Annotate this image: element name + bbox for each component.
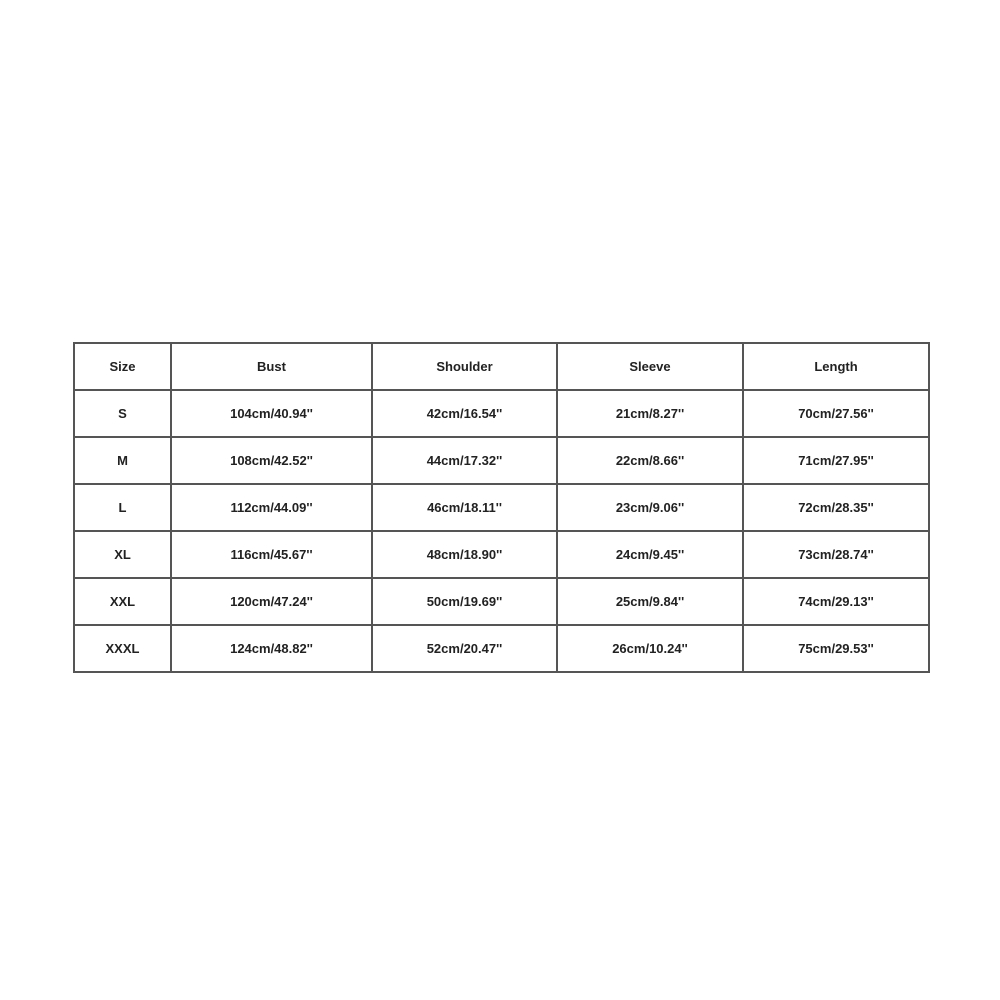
shoulder-cell: 44cm/17.32'' — [372, 437, 557, 484]
length-cell: 75cm/29.53'' — [743, 625, 929, 672]
size-cell: L — [74, 484, 171, 531]
bust-cell: 108cm/42.52'' — [171, 437, 372, 484]
sleeve-cell: 25cm/9.84'' — [557, 578, 743, 625]
bust-cell: 124cm/48.82'' — [171, 625, 372, 672]
table-row — [74, 390, 929, 437]
shoulder-cell: 52cm/20.47'' — [372, 625, 557, 672]
header-bust: Bust — [171, 343, 372, 390]
sleeve-cell: 24cm/9.45'' — [557, 531, 743, 578]
header-size: Size — [74, 343, 171, 390]
bust-cell: 104cm/40.94'' — [171, 390, 372, 437]
sleeve-cell: 26cm/10.24'' — [557, 625, 743, 672]
size-cell: S — [74, 390, 171, 437]
size-cell: XXXL — [74, 625, 171, 672]
shoulder-cell: 50cm/19.69'' — [372, 578, 557, 625]
table-header-row — [74, 343, 929, 390]
header-shoulder: Shoulder — [372, 343, 557, 390]
shoulder-cell: 42cm/16.54'' — [372, 390, 557, 437]
length-cell: 71cm/27.95'' — [743, 437, 929, 484]
bust-cell: 120cm/47.24'' — [171, 578, 372, 625]
size-cell: M — [74, 437, 171, 484]
bust-cell: 112cm/44.09'' — [171, 484, 372, 531]
header-length: Length — [743, 343, 929, 390]
shoulder-cell: 48cm/18.90'' — [372, 531, 557, 578]
size-chart-table — [73, 342, 930, 673]
length-cell: 70cm/27.56'' — [743, 390, 929, 437]
table-row — [74, 625, 929, 672]
size-cell: XL — [74, 531, 171, 578]
length-cell: 73cm/28.74'' — [743, 531, 929, 578]
bust-cell: 116cm/45.67'' — [171, 531, 372, 578]
sleeve-cell: 23cm/9.06'' — [557, 484, 743, 531]
sleeve-cell: 21cm/8.27'' — [557, 390, 743, 437]
table-row — [74, 484, 929, 531]
length-cell: 74cm/29.13'' — [743, 578, 929, 625]
sleeve-cell: 22cm/8.66'' — [557, 437, 743, 484]
shoulder-cell: 46cm/18.11'' — [372, 484, 557, 531]
header-sleeve: Sleeve — [557, 343, 743, 390]
table-row — [74, 531, 929, 578]
table-row — [74, 578, 929, 625]
table-row — [74, 437, 929, 484]
size-cell: XXL — [74, 578, 171, 625]
length-cell: 72cm/28.35'' — [743, 484, 929, 531]
